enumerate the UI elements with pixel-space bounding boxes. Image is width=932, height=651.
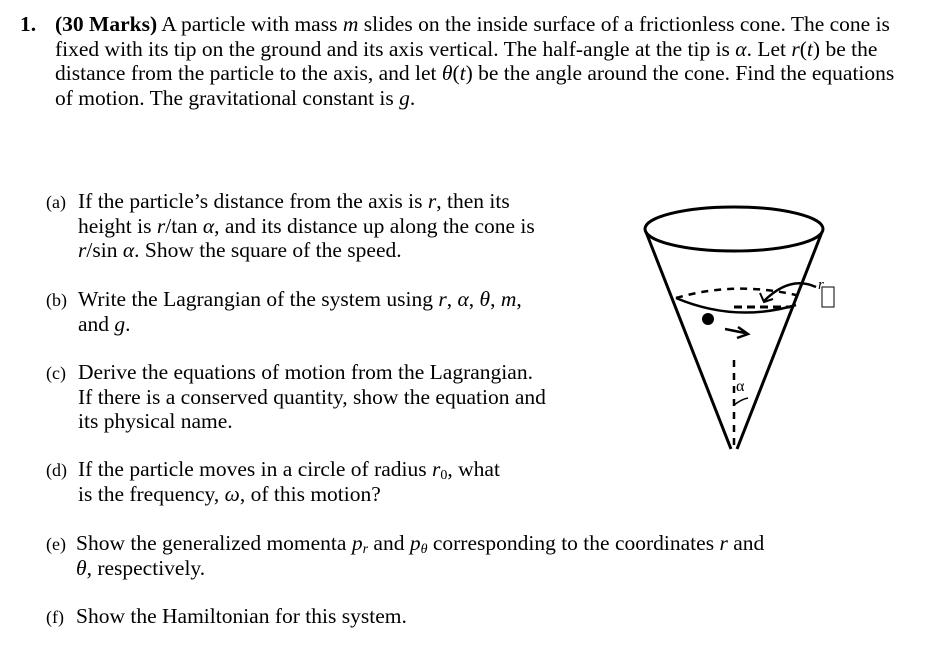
part-label: (a): [46, 192, 66, 212]
part-e: [46, 531, 906, 580]
half-angle-label: α: [736, 378, 745, 395]
part-label: (f): [46, 607, 64, 627]
half-angle-arc: [734, 398, 748, 405]
part-label: (e): [46, 534, 66, 554]
part-label: (d): [46, 460, 67, 480]
particle-dot: [702, 313, 714, 325]
part-text: If the particle moves in a circle of radius $r_0$, what is the frequency, ω, of this motion?: [78, 457, 500, 506]
cone-side-right: [737, 232, 822, 449]
part-label: (b): [46, 290, 67, 310]
part-c: [46, 360, 586, 434]
problem-text: (30 Marks) A particle with mass m slides on the inside surface of a frictionless cone. The cone is fixed with its tip on the ground and its axis vertical. The half-angle at the tip is α. Let r(t) be the distance from the particle to the axis, and let θ(t) be the angle around the cone. Find the equations of motion. The gravitational constant is g.: [55, 12, 895, 110]
part-f: [46, 604, 546, 629]
part-d: [46, 457, 586, 506]
cone-rim: [645, 207, 823, 251]
part-text: If the particle’s distance from the axis is r, then its height is r/tan α, and its distance up along the cone is r/sin α. Show the square of the speed.: [78, 189, 535, 262]
particle-orbit-front: [676, 298, 796, 313]
cone-figure: [630, 195, 860, 465]
part-b: [46, 287, 566, 336]
problem-number: 1.: [20, 12, 37, 36]
part-text: Show the Hamiltonian for this system.: [76, 604, 407, 628]
part-a: [46, 189, 566, 263]
radius-pointer: [764, 283, 816, 301]
cone-side-left: [646, 232, 731, 449]
part-label: (c): [46, 363, 66, 383]
radius-label: r: [818, 277, 824, 293]
part-text: Show the generalized momenta $p_r$ and $p_\theta$ corresponding to the coordinates r and θ, respectively.: [76, 531, 765, 580]
problem-statement: [20, 12, 910, 110]
part-text: Write the Lagrangian of the system using r, α, θ, m, and g.: [78, 287, 522, 336]
part-text: Derive the equations of motion from the Lagrangian. If there is a conserved quantity, show the equation and its physical name.: [78, 360, 546, 433]
problem-marks: (30 Marks): [55, 12, 158, 36]
